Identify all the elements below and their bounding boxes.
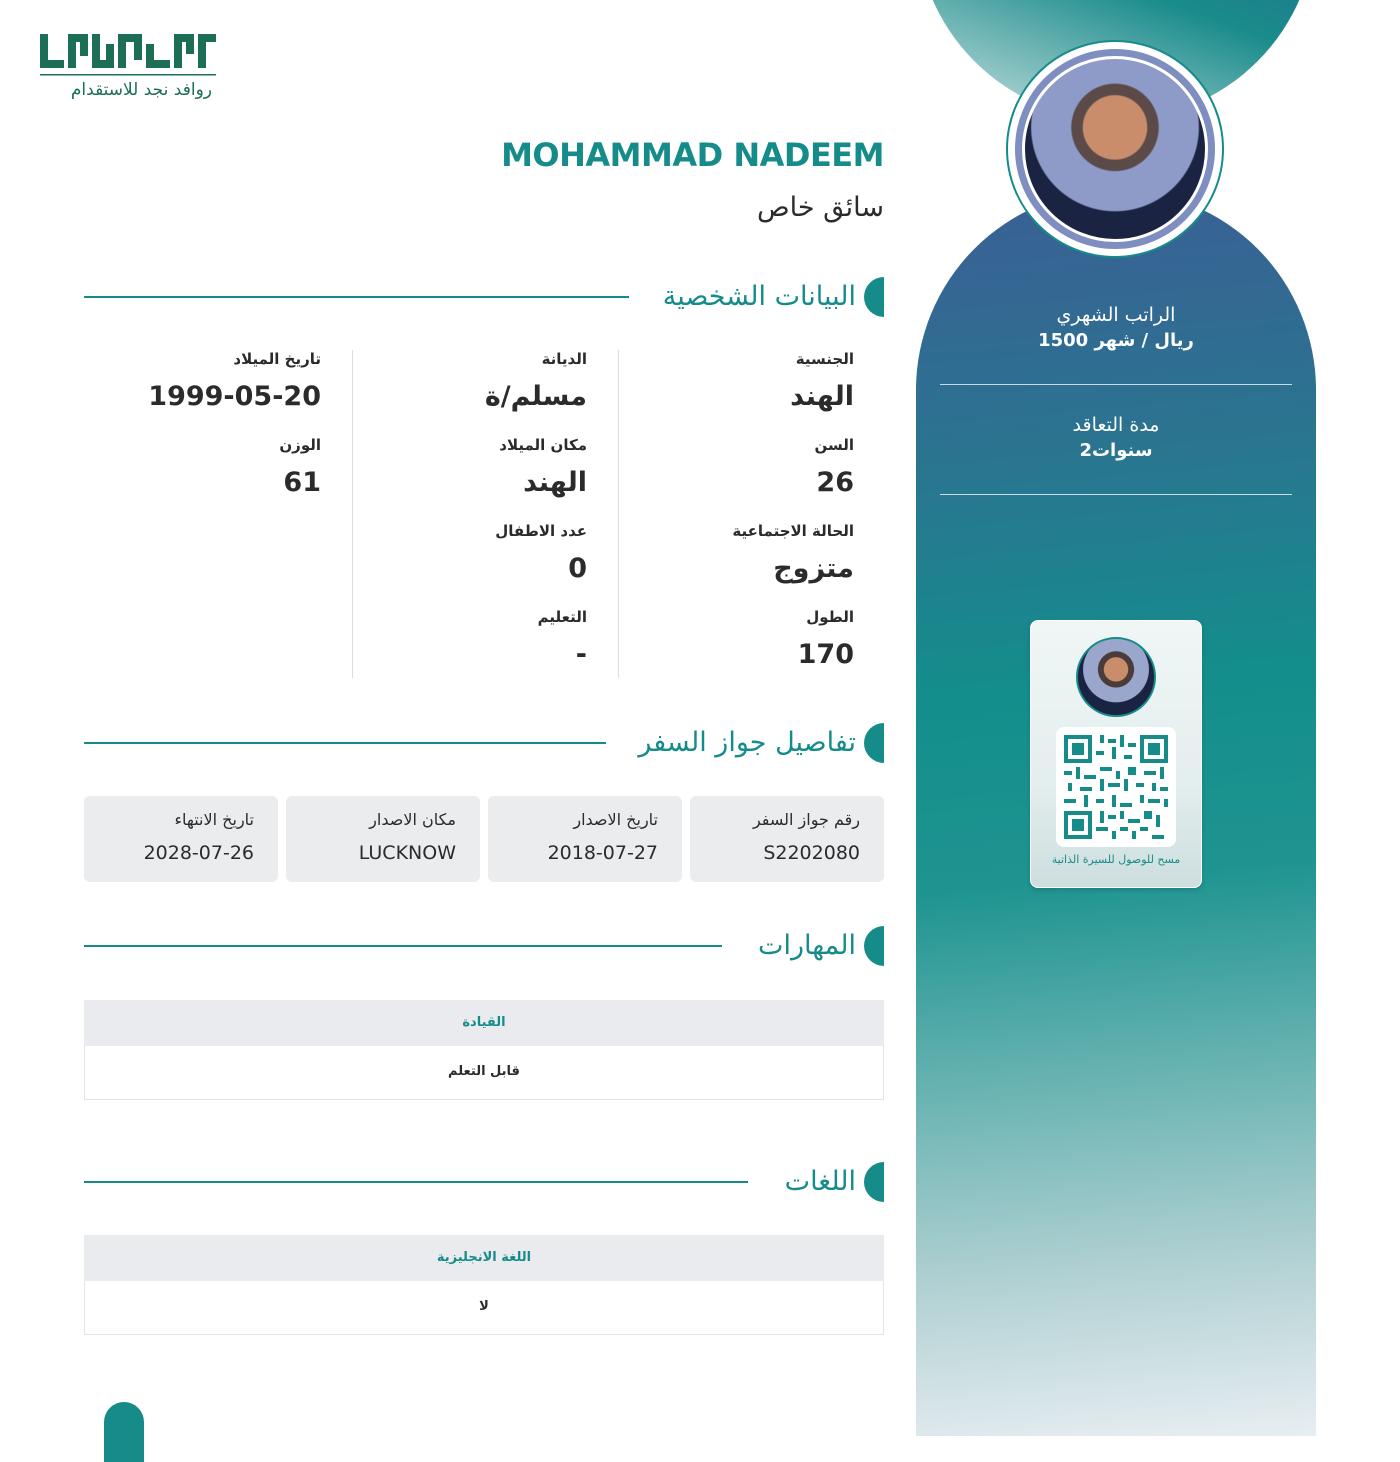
field-value: 0 [568, 553, 587, 584]
field-value: 26 [816, 467, 854, 498]
personal-column-2 [337, 350, 587, 694]
passport-value: 2028-07-26 [143, 842, 254, 864]
sidebar-divider [940, 494, 1292, 495]
personal-column-1 [604, 350, 854, 694]
section-languages [84, 1162, 884, 1204]
section-line [84, 1181, 748, 1183]
field-label: عدد الاطفال [495, 522, 587, 540]
company-subtitle: روافد نجد للاستقدام [70, 80, 212, 100]
passport-value: 2018-07-27 [547, 842, 658, 864]
field-label: الوزن [279, 436, 321, 454]
qr-code[interactable] [1056, 727, 1176, 847]
section-marker [864, 1162, 884, 1202]
field-value: الهند [790, 381, 854, 412]
section-marker [864, 723, 884, 763]
field-value: متزوج [773, 553, 854, 584]
qr-card[interactable] [1030, 620, 1202, 888]
contract-label: مدة التعاقد [1072, 414, 1160, 436]
section-personal [84, 277, 884, 319]
section-title: تفاصيل جواز السفر [638, 727, 856, 758]
passport-expiry-card [84, 796, 278, 882]
section-title: المهارات [758, 930, 856, 961]
field-label: تاريخ الميلاد [233, 350, 321, 368]
field-label: التعليم [537, 608, 587, 626]
personal-column-3 [71, 350, 321, 522]
section-line [84, 945, 722, 947]
candidate-job-title: سائق خاص [756, 192, 884, 223]
field-label: الحالة الاجتماعية [732, 522, 854, 540]
field-label: مكان الميلاد [499, 436, 587, 454]
section-marker [864, 926, 884, 966]
section-line [84, 742, 606, 744]
languages-row: لا [84, 1281, 884, 1335]
candidate-name: MOHAMMAD NADEEM [501, 136, 884, 174]
field-label: الجنسية [795, 350, 854, 368]
field-value: - [575, 639, 587, 670]
section-passport [84, 723, 884, 765]
qr-card-avatar [1076, 637, 1156, 717]
contract-value: 2سنوات [1079, 440, 1153, 461]
passport-label: رقم جواز السفر [752, 810, 860, 829]
field-value: 61 [283, 467, 321, 498]
sidebar-divider [940, 384, 1292, 385]
languages-header: اللغة الانجليزية [84, 1235, 884, 1281]
contract-block [940, 414, 1292, 461]
salary-value: 1500 ريال / شهر [1038, 330, 1194, 351]
company-logo [40, 30, 216, 82]
section-title: اللغات [784, 1166, 856, 1197]
qr-code-icon [1064, 735, 1168, 839]
passport-value: LUCKNOW [358, 842, 456, 864]
salary-block [940, 304, 1292, 351]
salary-label: الراتب الشهري [1056, 304, 1176, 326]
field-value: 170 [797, 639, 854, 670]
passport-number-card [690, 796, 884, 882]
field-label: الديانة [541, 350, 587, 368]
skills-row: قابل التعلم [84, 1046, 884, 1100]
section-title: البيانات الشخصية [662, 281, 856, 312]
field-value: الهند [523, 467, 587, 498]
languages-table [84, 1235, 884, 1335]
passport-issue-date-card [488, 796, 682, 882]
logo-mark-icon [40, 30, 216, 78]
field-label: السن [814, 436, 854, 454]
passport-value: S2202080 [763, 842, 860, 864]
skills-table [84, 1000, 884, 1100]
section-skills [84, 926, 884, 968]
column-divider [618, 350, 619, 678]
skills-header: القيادة [84, 1000, 884, 1046]
passport-label: مكان الاصدار [369, 810, 456, 829]
qr-caption: مسح للوصول للسيرة الذاتية [1051, 853, 1181, 866]
passport-label: تاريخ الانتهاء [174, 810, 254, 829]
field-value: مسلم/ة [484, 381, 587, 412]
passport-label: تاريخ الاصدار [573, 810, 658, 829]
column-divider [352, 350, 353, 678]
section-marker [864, 277, 884, 317]
passport-issue-place-card [286, 796, 480, 882]
field-value: 1999-05-20 [148, 381, 321, 412]
footer-marker [104, 1402, 144, 1462]
profile-photo [1022, 56, 1208, 242]
field-label: الطول [806, 608, 854, 626]
section-line [84, 296, 629, 298]
